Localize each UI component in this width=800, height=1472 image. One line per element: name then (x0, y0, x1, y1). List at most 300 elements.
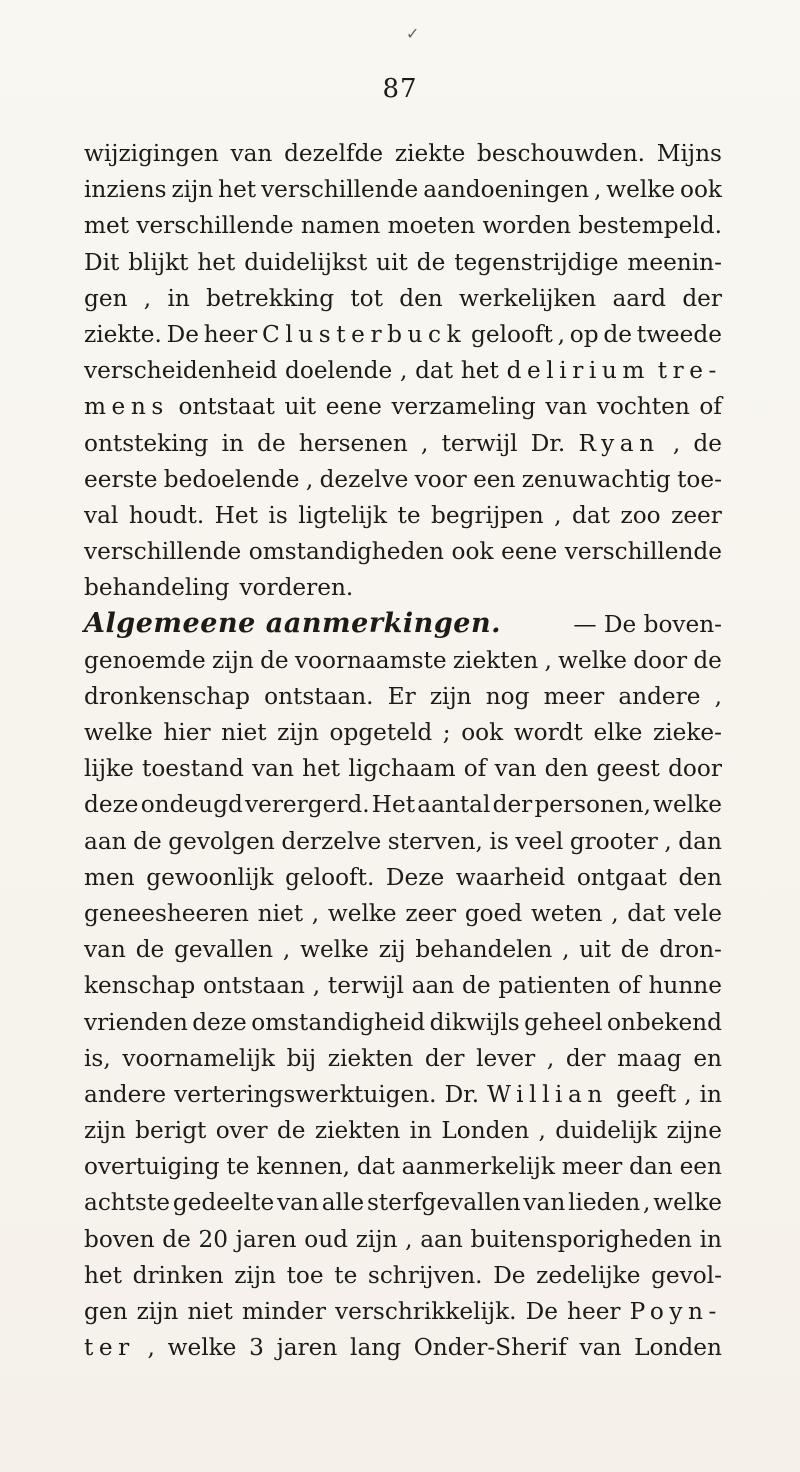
word: zijn (84, 1117, 126, 1145)
word: doelende (285, 357, 393, 385)
pencil-check-mark: ✓ (406, 24, 420, 43)
text-line-20 (84, 824, 722, 860)
word: van (252, 755, 294, 783)
word: te (226, 1153, 250, 1181)
word: weten (530, 899, 603, 927)
word: aantal (417, 791, 491, 819)
word: de (276, 1117, 306, 1145)
word: te (334, 1261, 358, 1289)
word: grooter (569, 827, 658, 855)
text-line-27 (84, 1077, 722, 1113)
word: 3 (249, 1334, 264, 1362)
word: voornamelijk (122, 1044, 275, 1072)
word: zoo (620, 501, 661, 529)
word: , (557, 320, 565, 348)
text-line-19 (84, 787, 722, 823)
word: alle (321, 1189, 365, 1217)
word: terwijl (327, 972, 404, 1000)
word: aandoeningen (423, 176, 590, 204)
word: men (84, 863, 135, 891)
word: werkelijken (459, 284, 597, 312)
word: deze (84, 791, 139, 819)
text-line-13 (84, 570, 722, 606)
word: gelooft. (285, 863, 375, 891)
word: de (135, 936, 165, 964)
word: wijzigingen (84, 140, 219, 167)
word: welke (558, 646, 627, 674)
word: niet (187, 1298, 233, 1325)
word: vrienden (84, 1008, 188, 1036)
word: patienten (498, 972, 611, 1000)
word: ondeugd (140, 791, 243, 819)
word: , (594, 176, 602, 204)
word: val (84, 501, 119, 529)
word: verzameling (391, 393, 536, 421)
word: het (460, 357, 499, 385)
word: verschillende (84, 538, 242, 566)
word: De (525, 1298, 558, 1325)
word: Het (371, 791, 416, 819)
word: zijn (429, 682, 472, 710)
word: der (682, 284, 722, 312)
text-line-22 (84, 896, 722, 932)
word: ontstaat (178, 393, 275, 421)
word: dat (572, 501, 610, 529)
word: zeer (671, 501, 722, 529)
text-line-29 (84, 1149, 722, 1185)
word: , (143, 284, 152, 312)
word: of (699, 393, 722, 421)
word: ter (84, 1334, 135, 1362)
word: hunne (648, 972, 722, 1000)
text-line-5 (84, 281, 722, 317)
text-line-15 (84, 643, 722, 679)
word: is, (84, 1044, 111, 1072)
word: toestand (142, 755, 244, 783)
word: gen (84, 284, 128, 312)
word: Dit (84, 248, 120, 276)
word: berigt (135, 1117, 207, 1145)
word: zijn (234, 1261, 276, 1289)
word: ook (679, 176, 722, 204)
word: ziekten (314, 1117, 401, 1145)
word: door (633, 646, 688, 674)
word: oud (304, 1225, 348, 1253)
word: de (162, 1225, 191, 1253)
word: zijn (277, 719, 319, 746)
word: het (84, 1261, 122, 1289)
word: dezelfde (284, 140, 384, 167)
word: kennen, (256, 1153, 350, 1181)
word: welke (84, 719, 153, 746)
word: mens (84, 393, 169, 421)
text-line-18 (84, 751, 722, 787)
word: terwijl (441, 429, 518, 457)
word: toe (286, 1261, 324, 1289)
word: sterfgevallen (366, 1189, 521, 1217)
word: gevolgen (168, 827, 275, 855)
word: dezelve (319, 465, 409, 493)
word: ook (461, 719, 504, 746)
word: Mijns (656, 140, 722, 167)
word: van (230, 140, 273, 167)
word: , (664, 827, 672, 855)
word: dronkenschap (84, 682, 251, 710)
word: 20 (198, 1225, 229, 1253)
word: Onder-Sherif (413, 1334, 567, 1362)
word: tweede (636, 320, 722, 348)
word: door (668, 755, 722, 783)
word: verschrikkelijk. (335, 1298, 517, 1325)
word: omstandigheden (248, 538, 444, 566)
section-heading: Algemeene aanmerkingen. (84, 608, 502, 640)
text-line-31 (84, 1222, 722, 1258)
word: verschillende (261, 176, 419, 204)
word: betrekking (206, 284, 335, 312)
word: welke (327, 899, 397, 927)
word: De (166, 320, 199, 348)
word: Deze (385, 863, 445, 891)
word: lever (476, 1044, 536, 1072)
word: geheel (524, 1008, 603, 1036)
word: dikwijls (429, 1008, 520, 1036)
word: de (693, 429, 722, 457)
word: voornaamste (294, 646, 447, 674)
word: welke (653, 791, 722, 819)
word: kenschap (84, 972, 196, 1000)
word: Er (387, 682, 416, 710)
word: in (167, 284, 190, 312)
word: over (215, 1117, 268, 1145)
word: verschillende (136, 212, 294, 240)
word: behandeling (84, 574, 230, 602)
word: voor (414, 465, 467, 493)
word: veel (515, 827, 564, 855)
word: uit (376, 248, 408, 276)
word: ligchaam (348, 755, 456, 783)
word: dan (678, 827, 722, 855)
word: delirium (506, 357, 650, 385)
word: overtuiging (84, 1153, 220, 1181)
word: het (218, 176, 257, 204)
word: hier (163, 719, 211, 746)
word: drinken (132, 1261, 224, 1289)
text-line-12 (84, 534, 722, 570)
word: lieden (568, 1189, 641, 1217)
word: in (699, 1080, 722, 1108)
text-line-11 (84, 498, 722, 534)
word: Dr. (444, 1080, 480, 1108)
word: andere (84, 1080, 167, 1108)
word: tot (350, 284, 383, 312)
word: , (312, 972, 321, 1000)
word: , (562, 936, 570, 964)
word: zenuwachtig (521, 465, 671, 493)
word: ligtelijk (298, 501, 388, 529)
word: hersenen (298, 429, 408, 457)
word: tegenstrijdige (454, 248, 619, 276)
word: , (672, 429, 681, 457)
text-line-34 (84, 1330, 722, 1366)
word: van (494, 755, 537, 783)
word: goed (464, 899, 523, 927)
text-line-6 (84, 317, 722, 353)
word: dan (629, 1153, 673, 1181)
word: , (399, 357, 408, 385)
word: waarheid (455, 863, 566, 891)
word: geeft (615, 1080, 677, 1108)
word: verscheidenheid (84, 357, 278, 385)
word: den (399, 284, 443, 312)
word: , (282, 936, 291, 964)
word: is (489, 827, 509, 855)
text-line-23 (84, 932, 722, 968)
text-line-9 (84, 426, 722, 462)
word: lijke (84, 755, 134, 783)
word: ontstaan (202, 972, 305, 1000)
word: de (416, 248, 446, 276)
word: elke (593, 719, 643, 746)
word: zieke- (653, 719, 722, 746)
word: gen (84, 1298, 128, 1325)
word: jaren (235, 1225, 297, 1253)
word: meenin- (627, 248, 722, 276)
word: derzelve (281, 827, 382, 855)
word: heer (567, 1298, 621, 1325)
word: namen (300, 212, 381, 240)
word: inziens (84, 176, 167, 204)
word: Londen (441, 1117, 530, 1145)
text-line-16 (84, 679, 722, 715)
word: de (257, 429, 286, 457)
word: dat (356, 1153, 395, 1181)
word: Poyn- (629, 1298, 722, 1325)
word: genoemde (84, 646, 206, 674)
word: houdt. (128, 501, 205, 529)
text-line-8 (84, 389, 722, 425)
word: den (544, 755, 589, 783)
word: tre- (657, 357, 722, 385)
word: duidelijkst (244, 248, 368, 276)
word: de (133, 827, 162, 855)
word: toe- (677, 465, 722, 493)
word: bij (286, 1044, 317, 1072)
word: gevol- (651, 1261, 722, 1289)
word: verschillende (564, 538, 722, 566)
word: achtste (84, 1189, 171, 1217)
word: gevallen (174, 936, 274, 964)
word: blijkt (128, 248, 189, 276)
word: zijne (666, 1117, 722, 1145)
word: personen, (534, 791, 651, 819)
word: in (699, 1225, 722, 1253)
word: ; (442, 719, 451, 746)
word: , (305, 465, 314, 493)
word: ziekte. (84, 320, 162, 348)
text-line-25 (84, 1005, 722, 1041)
word: meer (561, 1153, 623, 1181)
word: duidelijk (555, 1117, 658, 1145)
word: van (579, 1334, 622, 1362)
word: , (643, 1189, 651, 1217)
word: een (679, 1153, 722, 1181)
word: de (462, 972, 491, 1000)
text-line-17 (84, 715, 722, 751)
word: heer (203, 320, 258, 348)
word: of (463, 755, 487, 783)
text-line-24 (84, 968, 722, 1004)
word: maag (617, 1044, 682, 1072)
word: sterven, (387, 827, 483, 855)
word: welke (653, 1189, 722, 1217)
word: zijn (136, 1298, 179, 1325)
word: jaren (276, 1334, 338, 1362)
text-line-33 (84, 1294, 722, 1330)
body-text (84, 136, 722, 1366)
word: van (545, 393, 588, 421)
word: zedelijke (536, 1261, 641, 1289)
word: van (523, 1189, 566, 1217)
word: zijn (171, 176, 214, 204)
word: , (538, 1117, 546, 1145)
word: aan (84, 827, 127, 855)
word: aard (612, 284, 667, 312)
word: verergerd. (245, 791, 370, 819)
page-number: 87 (382, 74, 418, 104)
word: , (684, 1080, 692, 1108)
word: deze (192, 1008, 247, 1036)
word: het (197, 248, 236, 276)
word: dat (415, 357, 454, 385)
word: , (714, 682, 722, 710)
text-line-4 (84, 245, 722, 281)
word: aanmerkelijk (401, 1153, 555, 1181)
word: Dr. (530, 429, 566, 457)
word: wordt (513, 719, 583, 746)
text-line-21 (84, 860, 722, 896)
word: ziekten (452, 646, 539, 674)
word: eene (325, 393, 382, 421)
word: aan (411, 972, 455, 1000)
word: zijn (355, 1225, 398, 1253)
word: en (693, 1044, 722, 1072)
word: Ryan (578, 429, 660, 457)
word: begrijpen (431, 501, 544, 529)
text-line-30 (84, 1185, 722, 1221)
word: de (603, 320, 632, 348)
word: bedoelende (163, 465, 300, 493)
word: niet (257, 899, 304, 927)
word: ziekte (394, 140, 466, 167)
word: verteringswerktuigen. (174, 1080, 437, 1108)
word: , (611, 899, 619, 927)
word: , (544, 646, 552, 674)
word: aan (420, 1225, 463, 1253)
word: ook (451, 538, 494, 566)
word: zijn (212, 646, 254, 674)
word: , (554, 501, 562, 529)
word: vochten (596, 393, 690, 421)
word: moeten (387, 212, 476, 240)
word: Willian (487, 1080, 608, 1108)
word: gelooft (471, 320, 553, 348)
word: met (84, 212, 130, 240)
word: , (546, 1044, 555, 1072)
word: gedeelte (172, 1189, 275, 1217)
word: meer (543, 682, 605, 710)
word: van (277, 1189, 319, 1217)
text-line-32 (84, 1258, 722, 1294)
word: de (693, 646, 722, 674)
word: Het (214, 501, 258, 529)
word: het (302, 755, 341, 783)
word: van (84, 936, 126, 964)
word: , (311, 899, 320, 927)
word: bestempeld. (578, 212, 722, 240)
word: De (493, 1261, 526, 1289)
word: worden (482, 212, 571, 240)
word: den (678, 863, 722, 891)
word: geneesheeren (84, 899, 249, 927)
text-line-28 (84, 1113, 722, 1149)
word: een (473, 465, 516, 493)
word: de (260, 646, 289, 674)
word: geest (596, 755, 660, 783)
word: de (620, 936, 650, 964)
word: ziekten (327, 1044, 414, 1072)
text-line-1 (84, 136, 722, 172)
word: welke (167, 1334, 237, 1362)
word: der (424, 1044, 465, 1072)
word: beschouwden. (477, 140, 646, 167)
word: welke (606, 176, 676, 204)
word: zeer (405, 899, 457, 927)
word: ontsteking (84, 429, 209, 457)
word: uit (579, 936, 611, 964)
text-line-3 (84, 208, 722, 244)
word: lang (350, 1334, 402, 1362)
word: zij (378, 936, 406, 964)
word: der (565, 1044, 606, 1072)
word: te (397, 501, 421, 529)
text-line-10 (84, 462, 722, 498)
word: in (221, 429, 244, 457)
word: welke (300, 936, 369, 964)
word: niet (221, 719, 267, 746)
word: Clusterbuck (262, 320, 467, 348)
word: dron- (659, 936, 722, 964)
word: behandelen (415, 936, 553, 964)
word: , (405, 1225, 413, 1253)
word: omstandigheid (251, 1008, 426, 1036)
word: der (492, 791, 533, 819)
text-line-2 (84, 172, 722, 208)
text-line-26 (84, 1041, 722, 1077)
word: onbekend (606, 1008, 722, 1036)
word: andere (618, 682, 701, 710)
word: Londen (634, 1334, 722, 1362)
word: in (409, 1117, 432, 1145)
word: gewoonlijk (146, 863, 274, 891)
word: eene (501, 538, 558, 566)
word: schrijven. (367, 1261, 483, 1289)
word: buitensporigheden (470, 1225, 692, 1253)
word: ontgaat (576, 863, 667, 891)
word: vorderen. (239, 574, 354, 602)
text-line-7 (84, 353, 722, 389)
word: vele (674, 899, 722, 927)
word: nog (485, 682, 530, 710)
